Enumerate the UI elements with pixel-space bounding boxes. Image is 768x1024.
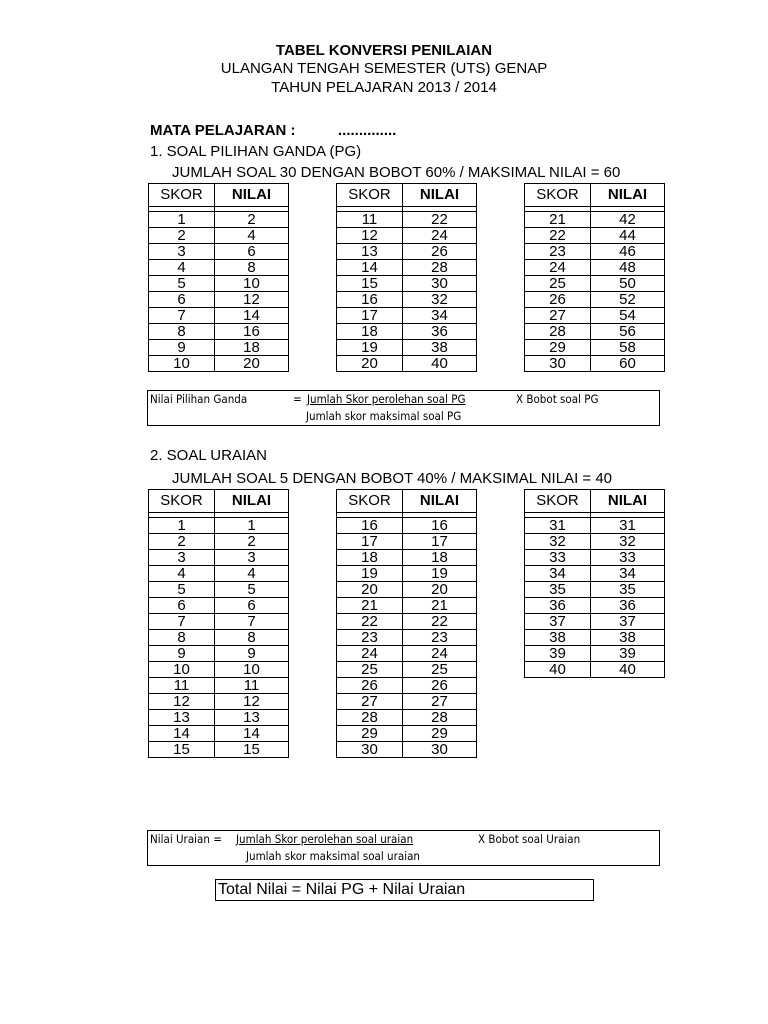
skor-cell: 2	[149, 534, 215, 550]
uraian-table-2	[336, 489, 477, 758]
table-row	[149, 340, 289, 356]
table-header-row	[149, 490, 289, 513]
header-nilai: NILAI	[591, 490, 665, 513]
nilai-cell: 23	[403, 630, 477, 646]
pg-table-2	[336, 183, 477, 372]
skor-cell: 11	[337, 212, 403, 228]
nilai-cell: 42	[591, 212, 665, 228]
table-row	[149, 614, 289, 630]
pg-formula-numerator: Jumlah Skor perolehan soal PG	[307, 392, 466, 406]
table-row	[149, 228, 289, 244]
nilai-cell: 14	[215, 726, 289, 742]
header-skor: SKOR	[149, 490, 215, 513]
skor-cell: 16	[337, 292, 403, 308]
table-row	[149, 646, 289, 662]
skor-cell: 6	[149, 292, 215, 308]
skor-cell: 10	[149, 662, 215, 678]
uraian-table-3	[524, 489, 665, 678]
skor-cell: 3	[149, 550, 215, 566]
pg-table-1	[148, 183, 289, 372]
skor-cell: 27	[525, 308, 591, 324]
header-nilai: NILAI	[403, 184, 477, 207]
table-row	[337, 742, 477, 758]
nilai-cell: 60	[591, 356, 665, 372]
table-row	[337, 646, 477, 662]
skor-cell: 27	[337, 694, 403, 710]
table-row	[149, 212, 289, 228]
uraian-formula-denominator: Jumlah skor maksimal soal uraian	[246, 849, 420, 863]
nilai-cell: 21	[403, 598, 477, 614]
skor-cell: 4	[149, 566, 215, 582]
nilai-cell: 38	[591, 630, 665, 646]
nilai-cell: 31	[591, 518, 665, 534]
table-row	[525, 356, 665, 372]
table-row	[149, 726, 289, 742]
skor-cell: 20	[337, 356, 403, 372]
nilai-cell: 50	[591, 276, 665, 292]
table-row	[525, 228, 665, 244]
skor-cell: 17	[337, 308, 403, 324]
nilai-cell: 40	[591, 662, 665, 678]
skor-cell: 35	[525, 582, 591, 598]
nilai-cell: 40	[403, 356, 477, 372]
nilai-cell: 30	[403, 276, 477, 292]
table-row	[149, 710, 289, 726]
header-skor: SKOR	[337, 490, 403, 513]
table-row	[525, 614, 665, 630]
nilai-cell: 56	[591, 324, 665, 340]
table-row	[337, 244, 477, 260]
nilai-cell: 12	[215, 694, 289, 710]
nilai-cell: 15	[215, 742, 289, 758]
pg-formula-times: X Bobot soal PG	[516, 392, 599, 406]
table-row	[149, 534, 289, 550]
nilai-cell: 10	[215, 662, 289, 678]
skor-cell: 25	[337, 662, 403, 678]
skor-cell: 14	[337, 260, 403, 276]
table-row	[149, 356, 289, 372]
nilai-cell: 4	[215, 566, 289, 582]
skor-cell: 38	[525, 630, 591, 646]
table-row	[337, 550, 477, 566]
subject-label: MATA PELAJARAN :	[150, 122, 296, 139]
skor-cell: 15	[337, 276, 403, 292]
table-row	[337, 694, 477, 710]
table-row	[337, 292, 477, 308]
nilai-cell: 5	[215, 582, 289, 598]
table-row	[149, 244, 289, 260]
nilai-cell: 13	[215, 710, 289, 726]
nilai-cell: 34	[591, 566, 665, 582]
skor-cell: 1	[149, 212, 215, 228]
pg-formula-denominator: Jumlah skor maksimal soal PG	[306, 409, 462, 423]
nilai-cell: 37	[591, 614, 665, 630]
table-header-row	[149, 184, 289, 207]
nilai-cell: 9	[215, 646, 289, 662]
nilai-cell: 6	[215, 244, 289, 260]
table-row	[337, 710, 477, 726]
skor-cell: 14	[149, 726, 215, 742]
nilai-cell: 30	[403, 742, 477, 758]
table-row	[525, 518, 665, 534]
pg-formula-equals: =	[293, 392, 302, 406]
skor-cell: 22	[525, 228, 591, 244]
skor-cell: 21	[337, 598, 403, 614]
skor-cell: 30	[525, 356, 591, 372]
table-header-row	[525, 184, 665, 207]
nilai-cell: 58	[591, 340, 665, 356]
table-row	[337, 276, 477, 292]
table-row	[149, 518, 289, 534]
skor-cell: 23	[337, 630, 403, 646]
skor-cell: 18	[337, 550, 403, 566]
nilai-cell: 12	[215, 292, 289, 308]
table-row	[337, 324, 477, 340]
skor-cell: 29	[337, 726, 403, 742]
nilai-cell: 28	[403, 710, 477, 726]
skor-cell: 20	[337, 582, 403, 598]
nilai-cell: 35	[591, 582, 665, 598]
nilai-cell: 52	[591, 292, 665, 308]
table-row	[337, 228, 477, 244]
skor-cell: 4	[149, 260, 215, 276]
table-header-row	[337, 490, 477, 513]
table-row	[525, 550, 665, 566]
skor-cell: 12	[149, 694, 215, 710]
nilai-cell: 28	[403, 260, 477, 276]
nilai-cell: 36	[591, 598, 665, 614]
pg-formula-label: Nilai Pilihan Ganda	[150, 392, 248, 406]
table-row	[149, 598, 289, 614]
table-row	[149, 566, 289, 582]
table-row	[149, 260, 289, 276]
nilai-cell: 22	[403, 614, 477, 630]
section2-subtitle: JUMLAH SOAL 5 DENGAN BOBOT 40% / MAKSIMAL NILAI = 40	[172, 470, 613, 487]
header-skor: SKOR	[525, 490, 591, 513]
table-row	[337, 598, 477, 614]
total-formula: Total Nilai = Nilai PG + Nilai Uraian	[215, 879, 594, 901]
table-row	[149, 582, 289, 598]
nilai-cell: 2	[215, 212, 289, 228]
nilai-cell: 3	[215, 550, 289, 566]
nilai-cell: 33	[591, 550, 665, 566]
skor-cell: 29	[525, 340, 591, 356]
table-row	[149, 742, 289, 758]
table-row	[525, 324, 665, 340]
table-row	[525, 566, 665, 582]
skor-cell: 7	[149, 308, 215, 324]
uraian-formula-box	[147, 830, 660, 866]
nilai-cell: 14	[215, 308, 289, 324]
nilai-cell: 10	[215, 276, 289, 292]
nilai-cell: 2	[215, 534, 289, 550]
table-row	[337, 260, 477, 276]
table-row	[337, 566, 477, 582]
uraian-formula-numerator: Jumlah Skor perolehan soal uraian	[236, 832, 414, 846]
nilai-cell: 4	[215, 228, 289, 244]
table-header-row	[337, 184, 477, 207]
skor-cell: 9	[149, 646, 215, 662]
nilai-cell: 29	[403, 726, 477, 742]
nilai-cell: 24	[403, 228, 477, 244]
nilai-cell: 19	[403, 566, 477, 582]
table-row	[525, 212, 665, 228]
nilai-cell: 7	[215, 614, 289, 630]
skor-cell: 33	[525, 550, 591, 566]
skor-cell: 3	[149, 244, 215, 260]
skor-cell: 23	[525, 244, 591, 260]
skor-cell: 17	[337, 534, 403, 550]
nilai-cell: 32	[403, 292, 477, 308]
table-row	[337, 726, 477, 742]
skor-cell: 11	[149, 678, 215, 694]
skor-cell: 24	[525, 260, 591, 276]
skor-cell: 18	[337, 324, 403, 340]
nilai-cell: 36	[403, 324, 477, 340]
table-row	[337, 614, 477, 630]
table-row	[337, 212, 477, 228]
table-row	[525, 534, 665, 550]
header-skor: SKOR	[149, 184, 215, 207]
skor-cell: 15	[149, 742, 215, 758]
table-row	[337, 356, 477, 372]
table-row	[149, 630, 289, 646]
nilai-cell: 20	[215, 356, 289, 372]
table-row	[525, 276, 665, 292]
table-row	[337, 518, 477, 534]
skor-cell: 16	[337, 518, 403, 534]
skor-cell: 8	[149, 324, 215, 340]
uraian-formula-label: Nilai Uraian =	[150, 832, 222, 846]
header-nilai: NILAI	[591, 184, 665, 207]
nilai-cell: 24	[403, 646, 477, 662]
table-row	[337, 534, 477, 550]
skor-cell: 19	[337, 566, 403, 582]
table-row	[525, 260, 665, 276]
skor-cell: 34	[525, 566, 591, 582]
table-row	[149, 694, 289, 710]
skor-cell: 12	[337, 228, 403, 244]
table-row	[525, 292, 665, 308]
skor-cell: 32	[525, 534, 591, 550]
table-row	[525, 598, 665, 614]
table-row	[337, 582, 477, 598]
subject-value: ..............	[338, 122, 397, 139]
table-row	[525, 244, 665, 260]
skor-cell: 5	[149, 276, 215, 292]
skor-cell: 37	[525, 614, 591, 630]
nilai-cell: 16	[403, 518, 477, 534]
skor-cell: 25	[525, 276, 591, 292]
section2-title: 2. SOAL URAIAN	[150, 447, 267, 464]
skor-cell: 28	[337, 710, 403, 726]
table-row	[149, 276, 289, 292]
table-row	[149, 678, 289, 694]
nilai-cell: 39	[591, 646, 665, 662]
table-row	[149, 324, 289, 340]
uraian-formula-times: X Bobot soal Uraian	[478, 832, 581, 846]
skor-cell: 26	[337, 678, 403, 694]
nilai-cell: 20	[403, 582, 477, 598]
table-row	[149, 550, 289, 566]
table-row	[525, 582, 665, 598]
skor-cell: 13	[337, 244, 403, 260]
table-row	[337, 308, 477, 324]
pg-table-3	[524, 183, 665, 372]
skor-cell: 26	[525, 292, 591, 308]
nilai-cell: 48	[591, 260, 665, 276]
uraian-table-1	[148, 489, 289, 758]
section1-title: 1. SOAL PILIHAN GANDA (PG)	[150, 143, 362, 160]
nilai-cell: 8	[215, 630, 289, 646]
document-title: TABEL KONVERSI PENILAIAN	[275, 42, 493, 59]
table-row	[337, 662, 477, 678]
skor-cell: 39	[525, 646, 591, 662]
skor-cell: 28	[525, 324, 591, 340]
skor-cell: 21	[525, 212, 591, 228]
skor-cell: 9	[149, 340, 215, 356]
skor-cell: 31	[525, 518, 591, 534]
table-row	[525, 646, 665, 662]
nilai-cell: 27	[403, 694, 477, 710]
nilai-cell: 11	[215, 678, 289, 694]
academic-year: TAHUN PELAJARAN 2013 / 2014	[271, 79, 497, 96]
skor-cell: 8	[149, 630, 215, 646]
skor-cell: 7	[149, 614, 215, 630]
table-row	[337, 678, 477, 694]
nilai-cell: 38	[403, 340, 477, 356]
skor-cell: 1	[149, 518, 215, 534]
nilai-cell: 26	[403, 678, 477, 694]
skor-cell: 5	[149, 582, 215, 598]
header-skor: SKOR	[525, 184, 591, 207]
nilai-cell: 22	[403, 212, 477, 228]
header-skor: SKOR	[337, 184, 403, 207]
nilai-cell: 16	[215, 324, 289, 340]
skor-cell: 22	[337, 614, 403, 630]
skor-cell: 6	[149, 598, 215, 614]
nilai-cell: 17	[403, 534, 477, 550]
table-row	[149, 308, 289, 324]
skor-cell: 36	[525, 598, 591, 614]
header-nilai: NILAI	[215, 184, 289, 207]
nilai-cell: 26	[403, 244, 477, 260]
header-nilai: NILAI	[215, 490, 289, 513]
table-row	[149, 292, 289, 308]
nilai-cell: 8	[215, 260, 289, 276]
table-row	[337, 630, 477, 646]
table-row	[525, 662, 665, 678]
pg-formula-box	[147, 390, 660, 426]
nilai-cell: 34	[403, 308, 477, 324]
nilai-cell: 1	[215, 518, 289, 534]
nilai-cell: 18	[215, 340, 289, 356]
table-row	[149, 662, 289, 678]
section1-subtitle: JUMLAH SOAL 30 DENGAN BOBOT 60% / MAKSIMAL NILAI = 60	[172, 164, 621, 181]
document-subtitle: ULANGAN TENGAH SEMESTER (UTS) GENAP	[220, 60, 548, 77]
nilai-cell: 6	[215, 598, 289, 614]
nilai-cell: 44	[591, 228, 665, 244]
table-row	[525, 340, 665, 356]
skor-cell: 19	[337, 340, 403, 356]
nilai-cell: 18	[403, 550, 477, 566]
skor-cell: 40	[525, 662, 591, 678]
nilai-cell: 46	[591, 244, 665, 260]
table-row	[525, 630, 665, 646]
table-row	[525, 308, 665, 324]
header-nilai: NILAI	[403, 490, 477, 513]
nilai-cell: 54	[591, 308, 665, 324]
nilai-cell: 32	[591, 534, 665, 550]
table-header-row	[525, 490, 665, 513]
skor-cell: 2	[149, 228, 215, 244]
skor-cell: 13	[149, 710, 215, 726]
nilai-cell: 25	[403, 662, 477, 678]
skor-cell: 30	[337, 742, 403, 758]
skor-cell: 10	[149, 356, 215, 372]
table-row	[337, 340, 477, 356]
skor-cell: 24	[337, 646, 403, 662]
